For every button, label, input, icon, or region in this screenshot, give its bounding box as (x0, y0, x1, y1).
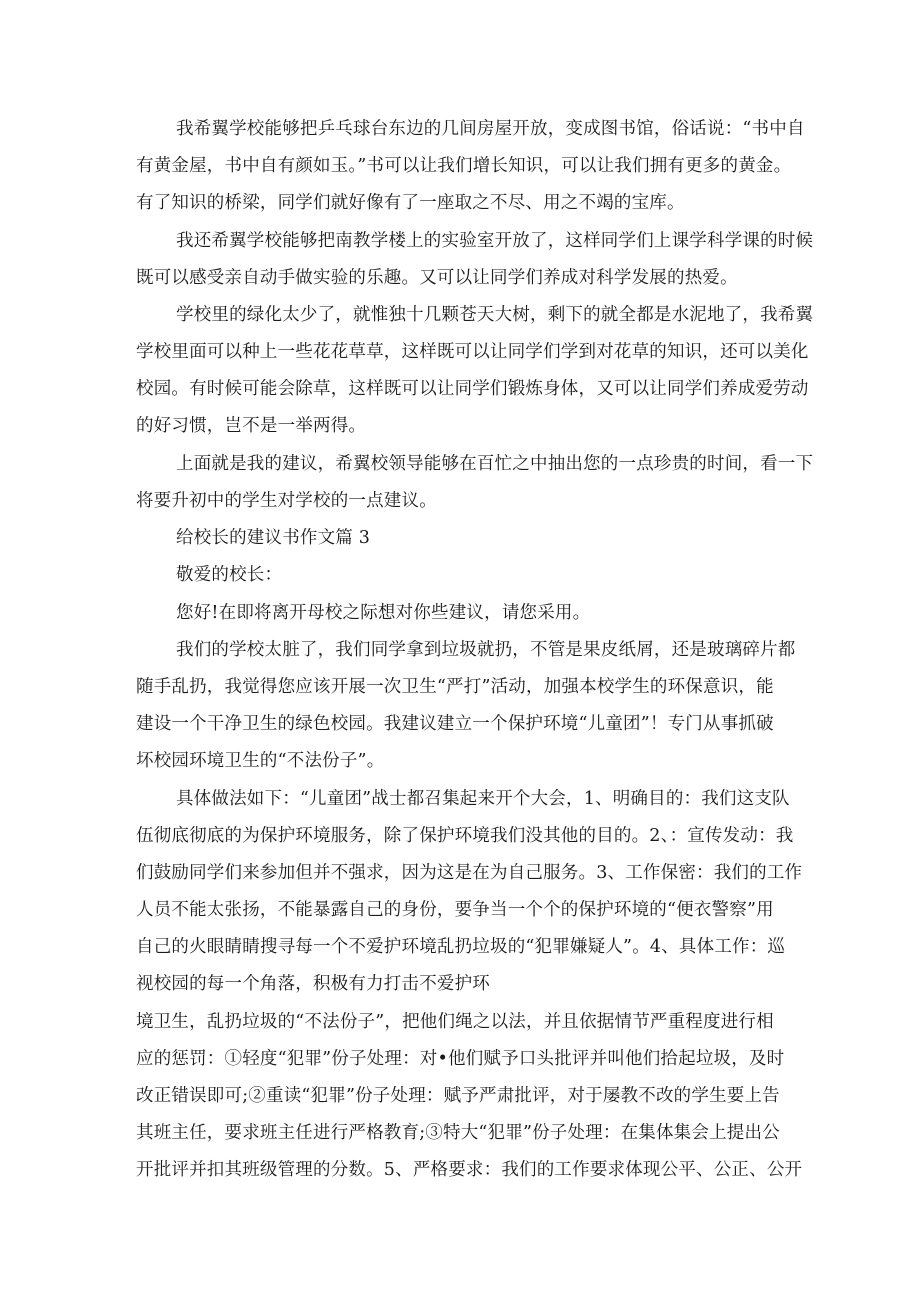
paragraph-line: 建设一个干净卫生的绿色校园。我建议建立一个保护环境“儿童团”！专门从事抓破 (136, 714, 774, 734)
paragraph-line: 学校里的绿化太少了，就惟独十几颗苍天大树，剩下的就全都是水泥地了，我希翼 (176, 305, 814, 325)
salutation: 敬爱的校长： (176, 565, 283, 585)
paragraph-line: 我还希翼学校能够把南教学楼上的实验室开放了，这样同学们上课学科学课的时候 (176, 231, 814, 251)
section-heading: 给校长的建议书作文篇 3 (176, 528, 371, 548)
paragraph-line: 您好!在即将离开母校之际想对你些建议，请您采用。 (176, 603, 591, 623)
paragraph-line: 将要升初中的学生对学校的一点建议。 (136, 491, 437, 511)
paragraph-line: 具体做法如下：“儿童团”战士都召集起来开个大会，1、明确目的：我们这支队 (176, 789, 790, 809)
paragraph-line: 自己的火眼睛睛搜寻每一个不爱护环境乱扔垃圾的“犯罪嫌疑人”。4、具体工作：巡 (136, 937, 786, 957)
paragraph-line: 有了知识的桥梁，同学们就好像有了一座取之不尽、用之不竭的宝库。 (136, 193, 685, 213)
paragraph-line: 的好习惯，岂不是一举两得。 (136, 416, 367, 436)
paragraph-line: 人员不能太张扬，不能暴露自己的身份，要争当一个个的保护环境的“便衣警察”用 (136, 900, 774, 920)
paragraph-line: 有黄金屋，书中自有颜如玉。”书可以让我们增长知识，可以让我们拥有更多的黄金。 (136, 156, 792, 176)
paragraph-line: 开批评并扣其班级管理的分数。5、严格要求：我们的工作要求体现公平、公正、公开 (136, 1160, 803, 1180)
paragraph-line: 们鼓励同学们来参加但并不强求，因为这是在为自己服务。3、工作保密：我们的工作 (136, 863, 803, 883)
paragraph-line: 境卫生，乱扔垃圾的“不法份子”，把他们绳之以法，并且依据情节严重程度进行相 (136, 1012, 774, 1032)
paragraph-line: 应的惩罚：①轻度“犯罪”份子处理：对•他们赋予口头批评并叫他们拾起垃圾，及时 (136, 1049, 785, 1069)
paragraph-line: 我希翼学校能够把乒乓球台东边的几间房屋开放，变成图书馆，俗话说：“书中自 (176, 119, 805, 139)
paragraph-line: 坏校园环境卫生的“不法份子”。 (136, 751, 385, 771)
paragraph-line: 随手乱扔，我觉得您应该开展一次卫生“严打”活动，加强本校学生的环保意识，能 (136, 677, 774, 697)
paragraph-line: 视校园的每一个角落，积极有力打击不爱护环 (136, 974, 490, 994)
paragraph-line: 其班主任，要求班主任进行严格教育;③特大“犯罪”份子处理：在集体集会上提出公 (136, 1123, 780, 1143)
paragraph-line: 校园。有时候可能会除草，这样既可以让同学们锻炼身体，又可以让同学们养成爱劳动 (136, 379, 809, 399)
paragraph-line: 上面就是我的建议，希翼校领导能够在百忙之中抽出您的一点珍贵的时间，看一下 (176, 454, 814, 474)
paragraph-line: 学校里面可以种上一些花花草草，这样既可以让同学们学到对花草的知识，还可以美化 (136, 342, 809, 362)
paragraph-line: 伍彻底彻底的为保护环境服务，除了保护环境我们没其他的目的。2、：宣传发动：我 (136, 826, 794, 846)
paragraph-line: 我们的学校太脏了，我们同学拿到垃圾就扔，不管是果皮纸屑，还是玻璃碎片都 (176, 640, 796, 660)
paragraph-line: 改正错误即可;②重读“犯罪”份子处理：赋予严肃批评，对于屡教不改的学生要上告 (136, 1086, 780, 1106)
paragraph-line: 既可以感受亲自动手做实验的乐趣。又可以让同学们养成对科学发展的热爱。 (136, 268, 738, 288)
